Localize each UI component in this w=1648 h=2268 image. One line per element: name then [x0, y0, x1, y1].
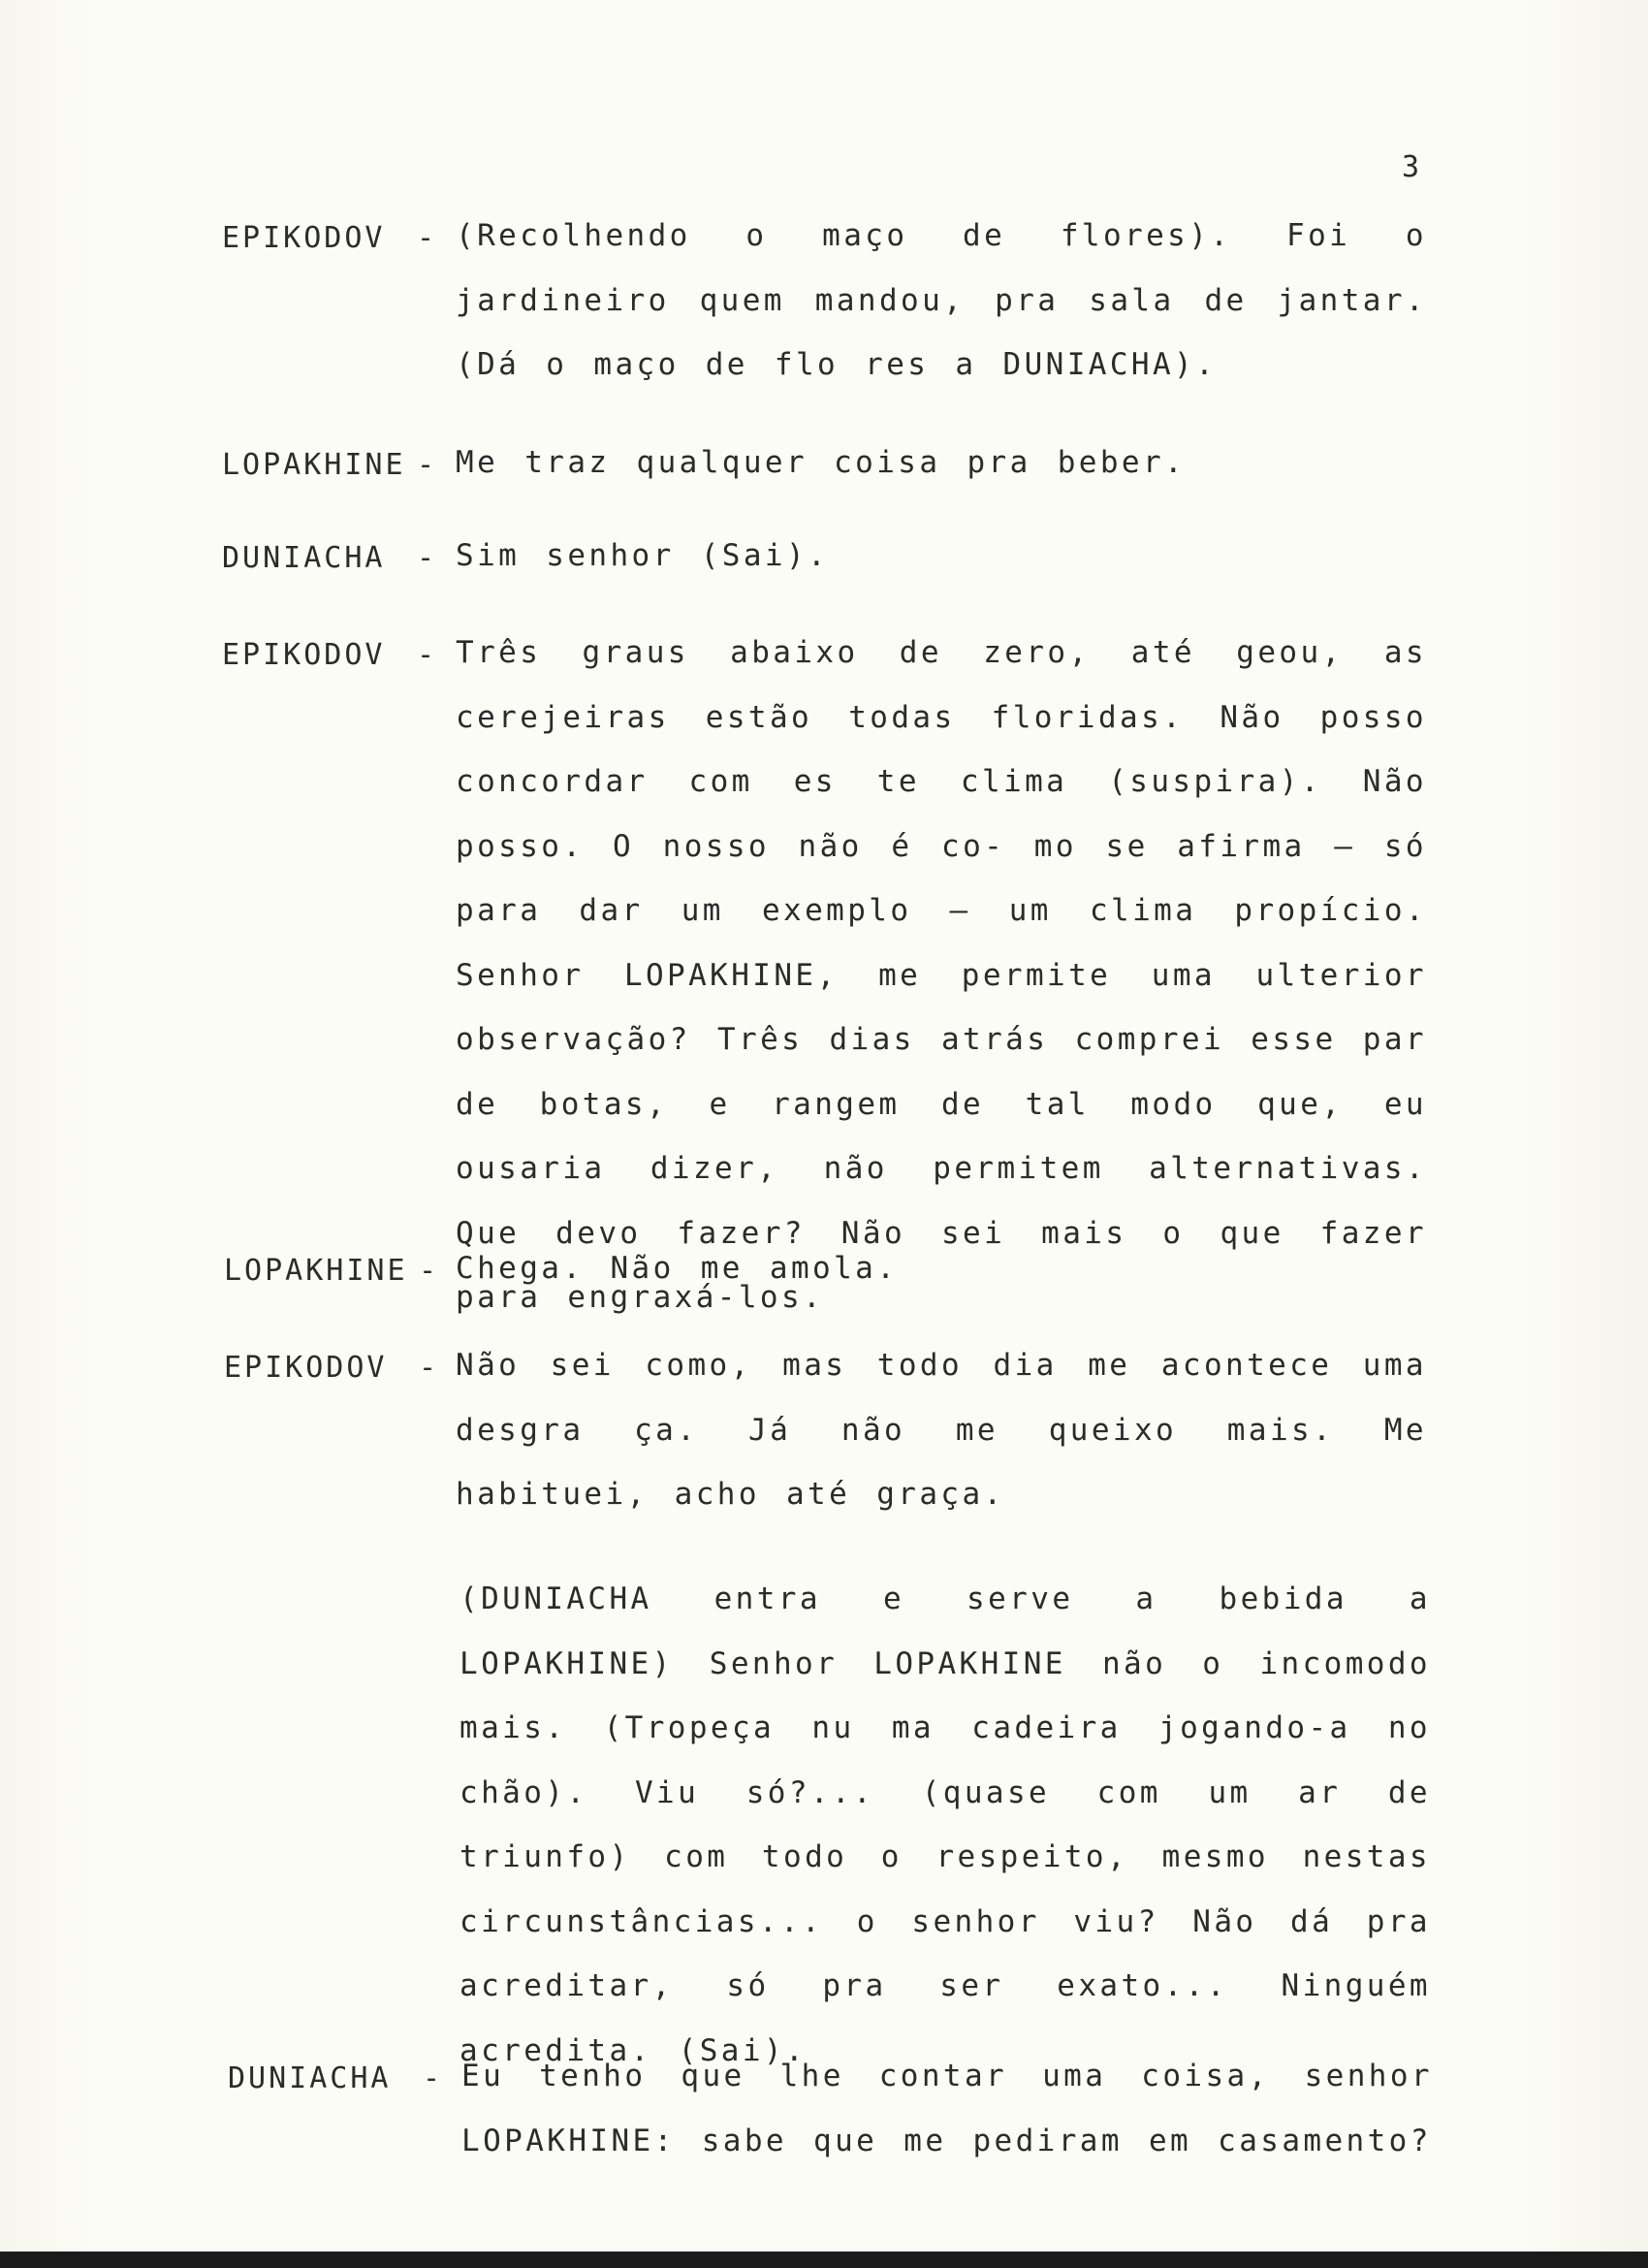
- speaker-name: EPIKODOV: [222, 221, 386, 255]
- speaker-name: EPIKODOV: [224, 1351, 388, 1385]
- speaker-name: DUNIACHA: [228, 2061, 392, 2095]
- dash: -: [419, 1351, 437, 1385]
- scan-bottom-edge: [0, 2252, 1648, 2268]
- dialogue-text: Eu tenho que lhe contar uma coisa, senhor LOPAKHINE: sabe que me pediram em casamento?: [461, 2059, 1433, 2158]
- dialogue-text: Me traz qualquer coisa pra beber.: [456, 445, 1187, 480]
- dash: -: [423, 2061, 441, 2095]
- dash: -: [417, 541, 435, 575]
- dialogue-text: Não sei como, mas todo dia me acontece uma desgra ça. Já não me queixo mais. Me habituei, acho até graça.: [456, 1348, 1427, 1512]
- speaker-name: DUNIACHA: [222, 541, 386, 575]
- speaker-name: EPIKODOV: [222, 638, 386, 672]
- stage-direction: (DUNIACHA entra e serve a bebida a LOPAKHINE) Senhor LOPAKHINE não o incomodo mais. (Tropeça nu ma cadeira jogando-a no chão). Viu só?... (quase com um ar de triunfo) com todo o respeito, mesmo nestas circunstâncias... o senhor viu? Não dá pra acreditar, só pra ser exato... Ninguém acredita. (Sai).: [460, 1581, 1431, 2068]
- speaker-name: LOPAKHINE: [222, 448, 406, 482]
- dash: -: [417, 221, 435, 255]
- dialogue-text: (Recolhendo o maço de flores). Foi o jardineiro quem mandou, pra sala de jantar. (Dá o maço de flo res a DUNIACHA).: [456, 218, 1427, 382]
- page-number: 3: [1402, 150, 1422, 184]
- dash: -: [419, 1254, 437, 1288]
- dialogue-text: Três graus abaixo de zero, até geou, as cerejeiras estão todas floridas. Não posso concordar com es te clima (suspira). Não posso. O nosso não é co- mo se afirma — só para dar um exemplo — um clima propício. Senhor LOPAKHINE, me permite uma ulterior observação? Três dias atrás comprei esse par de botas, e rangem de tal modo que, eu ousaria dizer, não permitem alternativas. Que devo fazer? Não sei mais o que fazer para engraxá-los.: [456, 635, 1427, 1315]
- speaker-name: LOPAKHINE: [224, 1254, 408, 1288]
- dialogue-text: Sim senhor (Sai).: [456, 538, 830, 573]
- dialogue-text: Chega. Não me amola.: [456, 1251, 899, 1286]
- dash: -: [417, 448, 435, 482]
- dash: -: [417, 638, 435, 672]
